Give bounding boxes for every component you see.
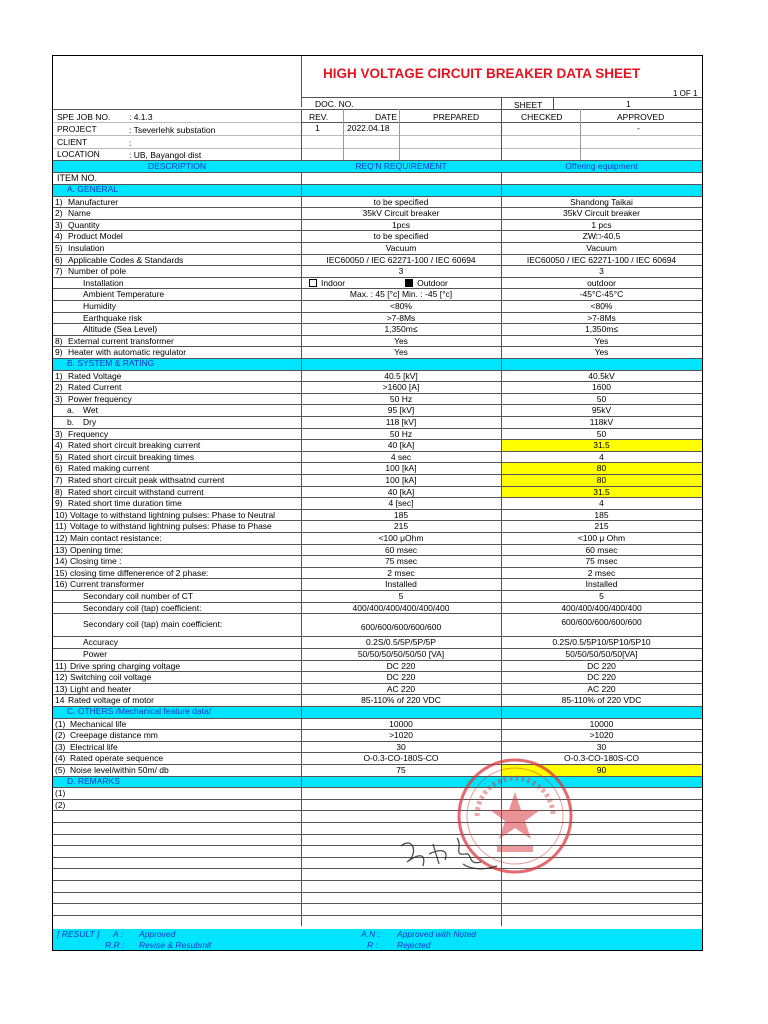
item-description: Drive spring charging voltage [70,660,181,671]
item-number: 8) [55,335,63,346]
item-description: Accuracy [83,637,118,648]
requirement-value: Yes [394,347,408,358]
item-number: 7) [55,475,63,485]
offering-value: 5 [599,591,604,601]
item-description: Heater with automatic regulator [68,347,187,358]
offering-value: outdoor [587,277,616,288]
sheet-value: 1 [626,99,631,109]
offering-value: 4 [599,498,604,509]
item-description: Opening time: [70,544,123,555]
item-description: Creepage distance mm [70,730,158,741]
requirement-value: 100 [kA] [385,463,417,474]
requirement-value: to be specified [373,196,429,207]
offering-value: 50/50/50/50/50[VA] [565,649,638,659]
offering-value: 2 msec [587,567,616,578]
item-description: Rated voltage of motor [68,695,154,706]
item-number: 1) [55,370,63,381]
offering-value: >7-8Ms [587,312,616,323]
item-number: 2) [55,208,63,219]
location-value: : UB, Bayangol dist [129,150,202,160]
result-r-code: R : [367,940,378,950]
offering-value: 10000 [589,718,614,729]
item-description: Main contact resistance: [70,533,162,543]
item-number: 8) [55,486,63,497]
requirement-value: Vacuum [385,243,417,253]
item-description: Power frequency [68,393,132,404]
rev-label: REV. [309,112,329,122]
offering-value: Installed [585,579,618,590]
outdoor-checkbox [405,279,413,287]
offering-value: 95kV [591,405,612,416]
offering-value: 80 [596,463,607,474]
client-label: CLIENT [57,137,88,147]
item-description: Insulation [68,243,105,253]
offering-value: 215 [594,521,609,532]
item-description: Number of pole [68,266,127,277]
requirement-value: Yes [394,335,408,346]
item-number: 6) [55,463,63,474]
date-value: 2022.04.18 [347,123,390,133]
item-description: Rated short time duration time [68,498,182,509]
requirement-value: <80% [390,301,412,311]
item-number: 10) [55,509,68,520]
item-description: Closing time : [70,556,122,567]
offering-value: 31.5 [593,486,610,497]
offering-value: Vacuum [586,243,617,253]
offering-value: Shandong Taikai [570,196,633,207]
project-value: : Tseverlehk substation [129,125,216,135]
requirement-value: 40 [kA] [387,440,415,451]
requirement-value: Installed [385,579,417,590]
item-number: 11) [55,521,67,532]
item-description: Rated operate sequence [70,753,164,764]
item-number: 3) [55,428,63,439]
requirement-value: 5 [398,591,404,601]
item-number: (5) [55,765,66,775]
section-remarks: D. REMARKS [67,775,120,786]
date-label: DATE [375,112,398,122]
requirement-value: 35kV Circuit breaker [362,208,440,219]
page-title: HIGH VOLTAGE CIRCUIT BREAKER DATA SHEET [323,66,641,81]
offering-value: 75 msec [585,556,618,567]
offering-value: ZW□-40.5 [582,231,621,242]
offering-value: 4 [599,451,604,462]
requirement-value: IEC60050 / IEC 62271-100 / IEC 60694 [326,254,476,265]
offering-value: O-0.3-CO-180S-CO [563,753,640,764]
requirement-value: 50 Hz [389,428,413,439]
item-number: 2) [55,382,63,393]
requirement-value: 600/600/600/600/600 [360,622,442,633]
item-description: Frequency [68,428,109,439]
item-description: Earthquake risk [83,312,143,323]
item-number: 14 [55,695,65,706]
item-description: Ambient Temperature [83,289,165,300]
offering-value: -45°C-45°C [579,289,624,300]
offering-value: 400/400/400/400/400 [561,602,642,613]
offering-value: IEC60050 / IEC 62271-100 / IEC 60694 [526,254,677,265]
requirement-value: 50/50/50/50/50/50 [VA] [357,649,445,659]
result-rr-text: Revise & Resubmit [139,940,212,950]
item-description: Rated Voltage [68,370,122,381]
requirement-value: 95 [kV] [387,405,415,416]
result-a-code: A : [113,929,124,939]
item-description: Light and heater [70,683,132,694]
offering-value: <80% [590,301,613,311]
col-requirement: REQ'N REQUIREMENT [355,161,447,171]
requirement-value: 40 [kA] [387,486,415,497]
item-number: 9) [55,498,63,509]
requirement-value: >1020 [389,730,413,741]
requirement-value: 10000 [389,718,413,729]
item-description: Dry [83,417,97,427]
offering-value: AC 220 [587,683,616,694]
approved-label: APPROVED [617,112,665,122]
requirement-value: >1600 [A] [382,382,420,393]
section-system-rating: B. SYSTEM & RATING [67,358,155,368]
data-sheet [52,55,703,951]
requirement-value: 215 [393,521,409,532]
item-description: Rated short circuit breaking times [68,451,195,462]
offering-value: 600/600/600/600/600 [561,617,642,628]
item-number: 4) [55,440,63,451]
offering-value: 1,350m≤ [584,324,619,335]
spe-job-label: SPE JOB NO. [57,112,111,122]
item-number: (1) [55,718,66,729]
item-description: Wet [83,405,98,416]
item-description: Rated Current [68,382,122,393]
requirement-value: 85-110% of 220 VDC [361,695,441,706]
item-description: Voltage to withstand lightning pulses: Phase to Phase [70,521,272,532]
requirement-value: 400/400/400/400/400/400 [352,602,450,613]
offering-value: DC 220 [587,672,616,683]
item-number: 15) [55,567,68,578]
item-number: 12) [55,533,68,543]
requirement-value: 4 sec [390,451,412,462]
outdoor-label: Outdoor [417,277,448,288]
requirement-value: to be specified [373,231,429,242]
requirement-value: 1pcs [392,219,410,230]
offering-value: 35kV Circuit breaker [562,208,640,219]
offering-value: 118kV [589,417,614,427]
item-description: Rated making current [68,463,150,474]
item-description: Secondary coil number of CT [83,591,194,601]
item-description: Manufacturer [68,196,119,207]
page-number: 1 OF 1 [673,89,698,98]
item-description: Applicable Codes & Standards [68,254,184,265]
item-number: 3) [55,393,63,404]
item-description: Mechanical life [70,718,127,729]
requirement-value: 2 msec [387,567,415,578]
item-description: closing time diffenerence of 2 phase: [70,567,209,578]
item-description: Rated short circuit breaking current [68,440,201,451]
item-description: Secondary coil (tap) coefficient: [83,602,202,613]
indoor-label: Indoor [321,277,346,288]
item-number: 5) [55,451,63,462]
offering-value: <100 μ Ohm [577,533,626,543]
offering-value: Yes [594,347,609,358]
offering-value: 60 msec [585,544,618,555]
requirement-value: 185 [393,509,409,520]
offering-value: 31.5 [593,440,610,451]
requirement-value: 60 msec [384,544,418,555]
item-description: Altitude (Sea Level) [83,324,158,335]
offering-value: 185 [594,509,609,520]
indoor-checkbox [309,279,317,287]
item-description: Secondary coil (tap) main coefficient: [83,619,223,630]
requirement-value: Max. : 45 [°c] Min. : -45 [°c] [349,289,453,300]
item-no-label: ITEM NO. [57,173,97,183]
item-number: 12) [55,672,68,683]
item-description: Rated short circuit withstand current [68,486,204,497]
requirement-value: 118 [kV] [385,417,417,427]
requirement-value: 50 Hz [389,393,413,404]
offering-value: 80 [596,475,607,485]
section-others: C. OTHERS /Mechanical feature data/ [67,706,212,716]
doc-no-label: DOC. NO. [315,99,354,109]
item-description: Current transformer [70,579,145,590]
requirement-value: AC 220 [386,683,416,694]
item-description: Name [68,208,91,219]
spe-job-value: : 4.1.3 [129,112,153,122]
offering-value: 90 [596,765,607,775]
sheet-label: SHEET [514,100,543,110]
remark-item: (2) [55,799,66,810]
requirement-value: 0.2S/0.5/5P/5P/5P [366,637,436,648]
item-number: (4) [55,753,66,764]
item-number: 13) [55,683,68,694]
requirement-value: 1,350m≤ [384,324,418,335]
item-description: Electrical life [70,741,118,752]
requirement-value: 100 [kA] [385,475,417,485]
offering-value: Yes [594,335,609,346]
requirement-value: 40.5 [kV] [384,370,418,381]
result-an-code: A.N : [361,929,380,939]
offering-value: >1020 [589,730,614,741]
offering-value: 1 pcs [591,219,612,230]
offering-value: 40.5kV [588,370,615,381]
requirement-value: >7-8Ms [386,312,416,323]
result-r-text: Rejected [397,940,431,950]
item-number: 1) [55,196,63,207]
requirement-value: 75 msec [384,556,418,567]
requirement-value: 75 [396,765,406,775]
offering-value: 50 [596,428,607,439]
result-a-text: Approved [139,929,176,939]
item-number: 5) [55,243,63,253]
requirement-value: DC 220 [386,660,416,671]
offering-value: DC 220 [587,660,616,671]
item-number: 16) [55,579,68,590]
offering-value: 0.2S/0.5/5P10/5P10/5P10 [552,637,651,648]
item-number: 6) [55,254,63,265]
item-description: Installation [83,277,124,288]
requirement-value: 3 [398,266,404,277]
item-number: 3) [55,219,63,230]
section-general: A. GENERAL [67,184,119,194]
requirement-value: <100 μOhm [378,533,424,543]
prepared-label: PREPARED [433,112,480,122]
requirement-value: 30 [396,741,406,752]
result-label: [ RESULT ] [57,929,100,939]
installation-options [309,278,448,289]
col-offering: Offering equipment [565,161,638,171]
result-an-text: Approved with Noted [397,929,476,939]
requirement-value: 4 [sec] [388,498,414,509]
item-number: 9) [55,347,63,358]
project-label: PROJECT [57,124,97,134]
offering-value: 85-110% of 220 VDC [561,695,642,706]
item-number: (2) [55,730,66,741]
item-description: Humidity [83,301,117,311]
offering-value: 1600 [592,382,611,393]
offering-value: 50 [596,393,607,404]
location-label: LOCATION [57,149,100,159]
requirement-value: O-0.3-CO-180S-CO [363,753,439,764]
checked-label: CHECKED [521,112,563,122]
item-description: Quantity [68,219,100,230]
item-description: Switching coil voltage [70,672,152,683]
item-description: Voltage to withstand lightning pulses: Phase to Neutral [70,509,276,520]
item-number: 11) [55,660,67,671]
item-description: Product Model [68,231,123,242]
remark-item: (1) [55,788,66,799]
item-description: Noise level/within 50m/ db [70,765,169,775]
result-rr-code: R.R : [105,940,125,950]
requirement-value: DC 220 [386,672,416,683]
item-number: b. [67,417,75,427]
item-number: (3) [55,741,66,752]
offering-value: 30 [596,741,607,752]
signature [393,826,503,876]
item-description: Rated short circuit peak withsatnd current [68,475,225,485]
item-description: External current transformer [68,335,174,346]
item-number: 7) [55,266,63,277]
approved-value: - [637,123,640,133]
item-number: 14) [55,556,68,567]
item-number: a. [67,405,75,416]
col-description: DESCRIPTION [147,161,207,171]
offering-value: 3 [599,266,604,277]
item-number: 13) [55,544,68,555]
item-number: 4) [55,231,63,242]
client-value: : [129,138,132,148]
item-description: Power [83,649,108,659]
rev-value: 1 [315,123,320,133]
